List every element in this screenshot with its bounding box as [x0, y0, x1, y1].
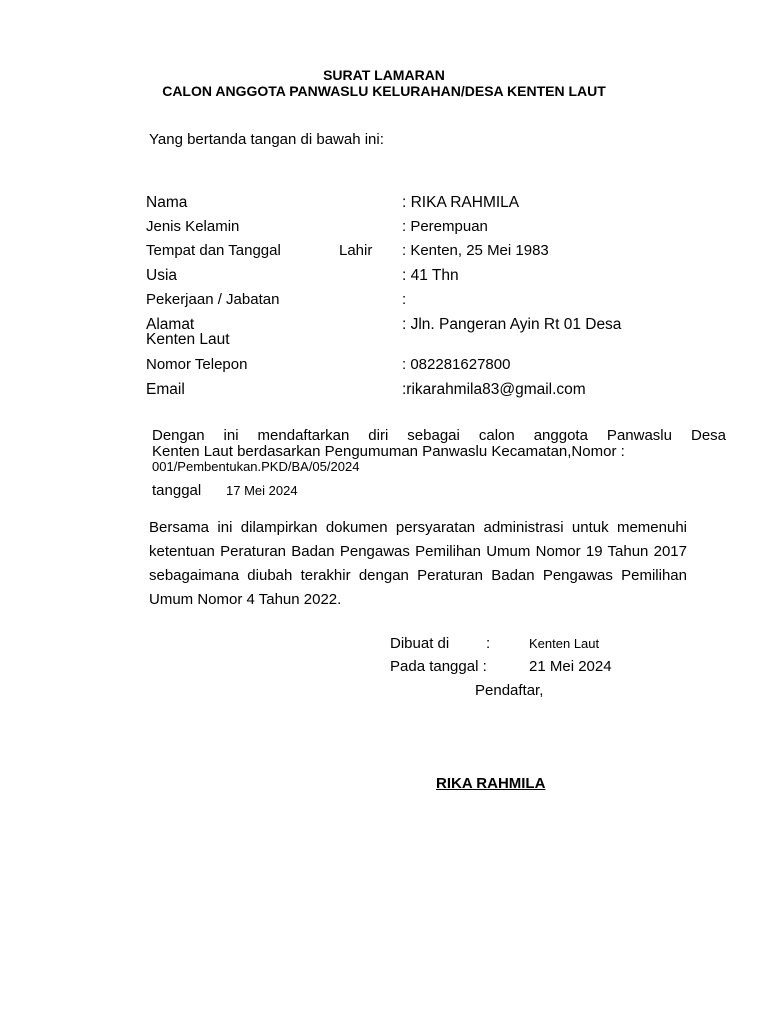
registration-line-2: Kenten Laut berdasarkan Pengumuman Panwaslu Kecamatan,Nomor :: [152, 443, 625, 460]
alamat-value: : Jln. Pangeran Ayin Rt 01 Desa: [402, 316, 622, 333]
nama-label: Nama: [146, 194, 188, 211]
pada-tanggal-label: Pada tanggal :: [390, 658, 487, 675]
nama-value: : RIKA RAHMILA: [402, 194, 520, 211]
registration-number: 001/Pembentukan.PKD/BA/05/2024: [152, 459, 360, 474]
registration-tanggal-value: 17 Mei 2024: [226, 483, 298, 498]
ttl-label: Tempat dan Tanggal: [146, 242, 281, 259]
letter-title: SURAT LAMARAN: [323, 67, 445, 83]
dibuat-colon: :: [486, 635, 491, 652]
email-value: :rikarahmila83@gmail.com: [402, 381, 586, 398]
alamat-label: Alamat: [146, 316, 195, 333]
pada-tanggal-value: 21 Mei 2024: [529, 658, 612, 675]
ttl-label-lahir: Lahir: [339, 242, 373, 259]
pekerjaan-label: Pekerjaan / Jabatan: [146, 291, 280, 308]
dibuat-label: Dibuat di: [390, 635, 450, 652]
jenis-kelamin-label: Jenis Kelamin: [146, 218, 240, 235]
intro-text: Yang bertanda tangan di bawah ini:: [149, 131, 384, 148]
registration-tanggal-label: tanggal: [152, 482, 202, 499]
ttl-value: : Kenten, 25 Mei 1983: [402, 242, 549, 259]
telepon-label: Nomor Telepon: [146, 356, 248, 373]
letter-subtitle: CALON ANGGOTA PANWASLU KELURAHAN/DESA KENTEN LAUT: [162, 83, 606, 99]
jenis-kelamin-value: : Perempuan: [402, 218, 488, 235]
telepon-value: : 082281627800: [402, 356, 511, 373]
registration-line-1: Dengan ini mendaftarkan diri sebagai calon anggota Panwaslu Desa: [152, 427, 726, 444]
usia-value: : 41 Thn: [402, 267, 459, 284]
alamat-continuation: Kenten Laut: [146, 331, 230, 348]
pekerjaan-value: :: [402, 291, 407, 308]
signer-name: RIKA RAHMILA: [436, 775, 546, 792]
email-label: Email: [146, 381, 185, 398]
usia-label: Usia: [146, 267, 178, 284]
dibuat-value: Kenten Laut: [529, 636, 600, 651]
pendaftar-label: Pendaftar,: [475, 682, 544, 699]
attachment-paragraph: Bersama ini dilampirkan dokumen persyaratan administrasi untuk memenuhi ketentuan Peraturan Badan Pengawas Pemilihan Umum Nomor 19 Tahun 2017 sebagaimana diubah terakhir dengan Peraturan Badan Pengawas Pemilihan Umum Nomor 4 Tahun 2022.: [149, 519, 687, 608]
